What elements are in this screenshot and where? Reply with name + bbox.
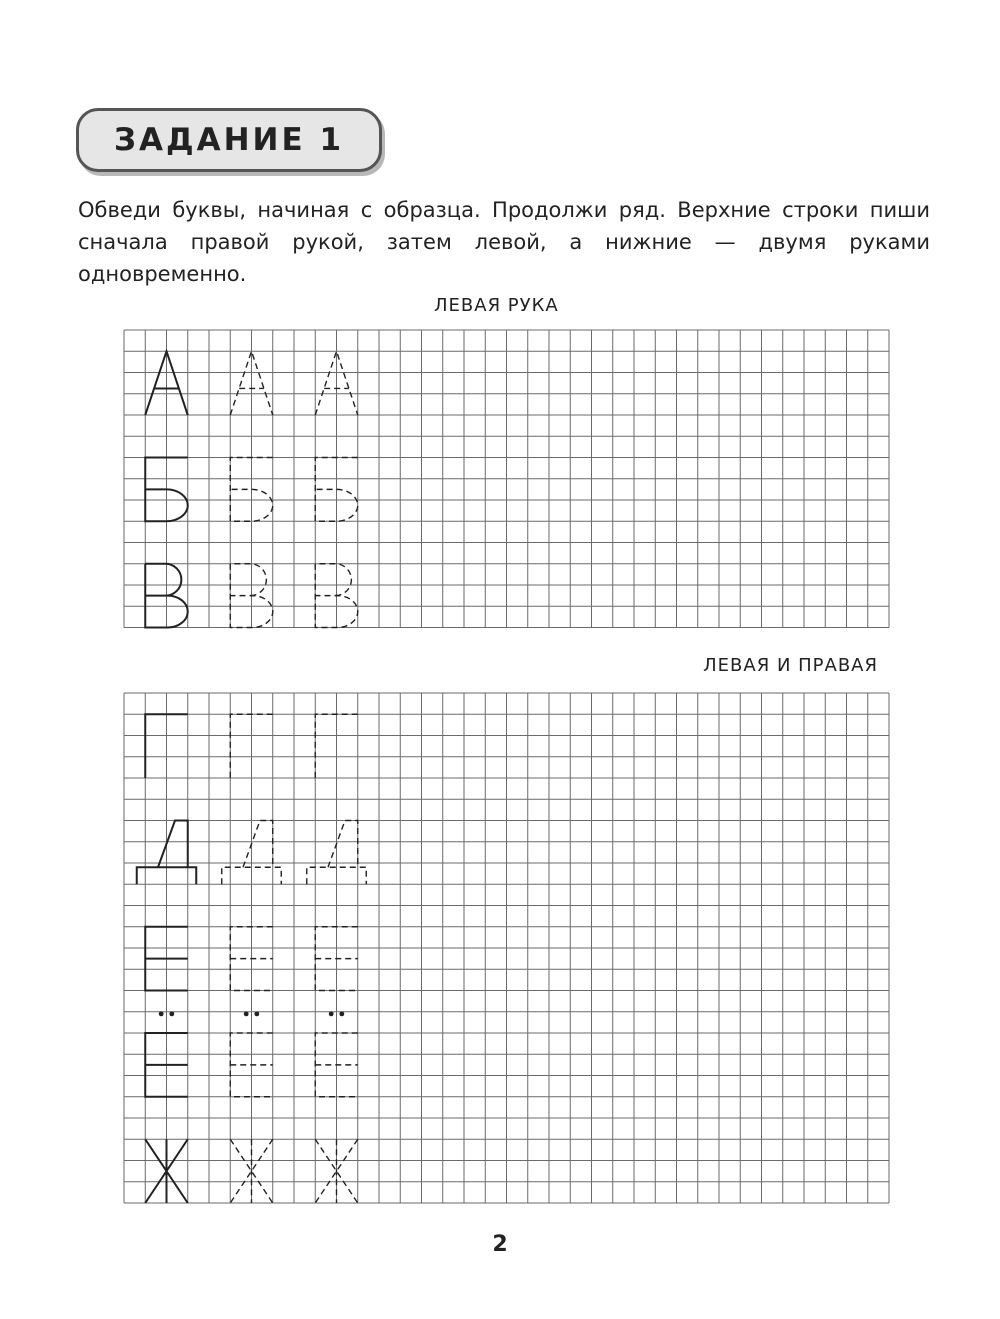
letter-dot	[254, 1011, 259, 1016]
writing-grid-left-hand	[124, 330, 890, 630]
writing-grid-both-hands	[124, 693, 890, 1206]
letter-sample-Ж	[145, 1139, 188, 1203]
grid-lines	[124, 330, 889, 628]
letter-dot	[339, 1011, 344, 1016]
letter-dot	[169, 1011, 174, 1016]
page-number: 2	[492, 1232, 508, 1257]
letter-dot	[244, 1011, 249, 1016]
letter-stroke	[145, 564, 181, 596]
instructions-text: Обведи буквы, начиная с образца. Продолжи ряд. Верхние строки пиши сначала правой рукой, затем левой, а нижние — двумя руками одновременно.	[78, 198, 930, 286]
grid-lines	[124, 693, 889, 1203]
section-label-left-hand: ЛЕВАЯ РУКА	[434, 295, 559, 316]
letter-dot	[329, 1011, 334, 1016]
task-title-badge	[76, 108, 382, 172]
letter-stroke	[328, 821, 358, 868]
letter-stroke	[315, 564, 351, 596]
task-title: ЗАДАНИЕ 1	[113, 122, 345, 158]
letter-stroke	[243, 821, 273, 868]
section-label-both-hands: ЛЕВАЯ И ПРАВАЯ	[703, 655, 878, 676]
letter-dot	[159, 1011, 164, 1016]
letter-stroke	[158, 821, 188, 868]
letter-stroke	[230, 564, 266, 596]
